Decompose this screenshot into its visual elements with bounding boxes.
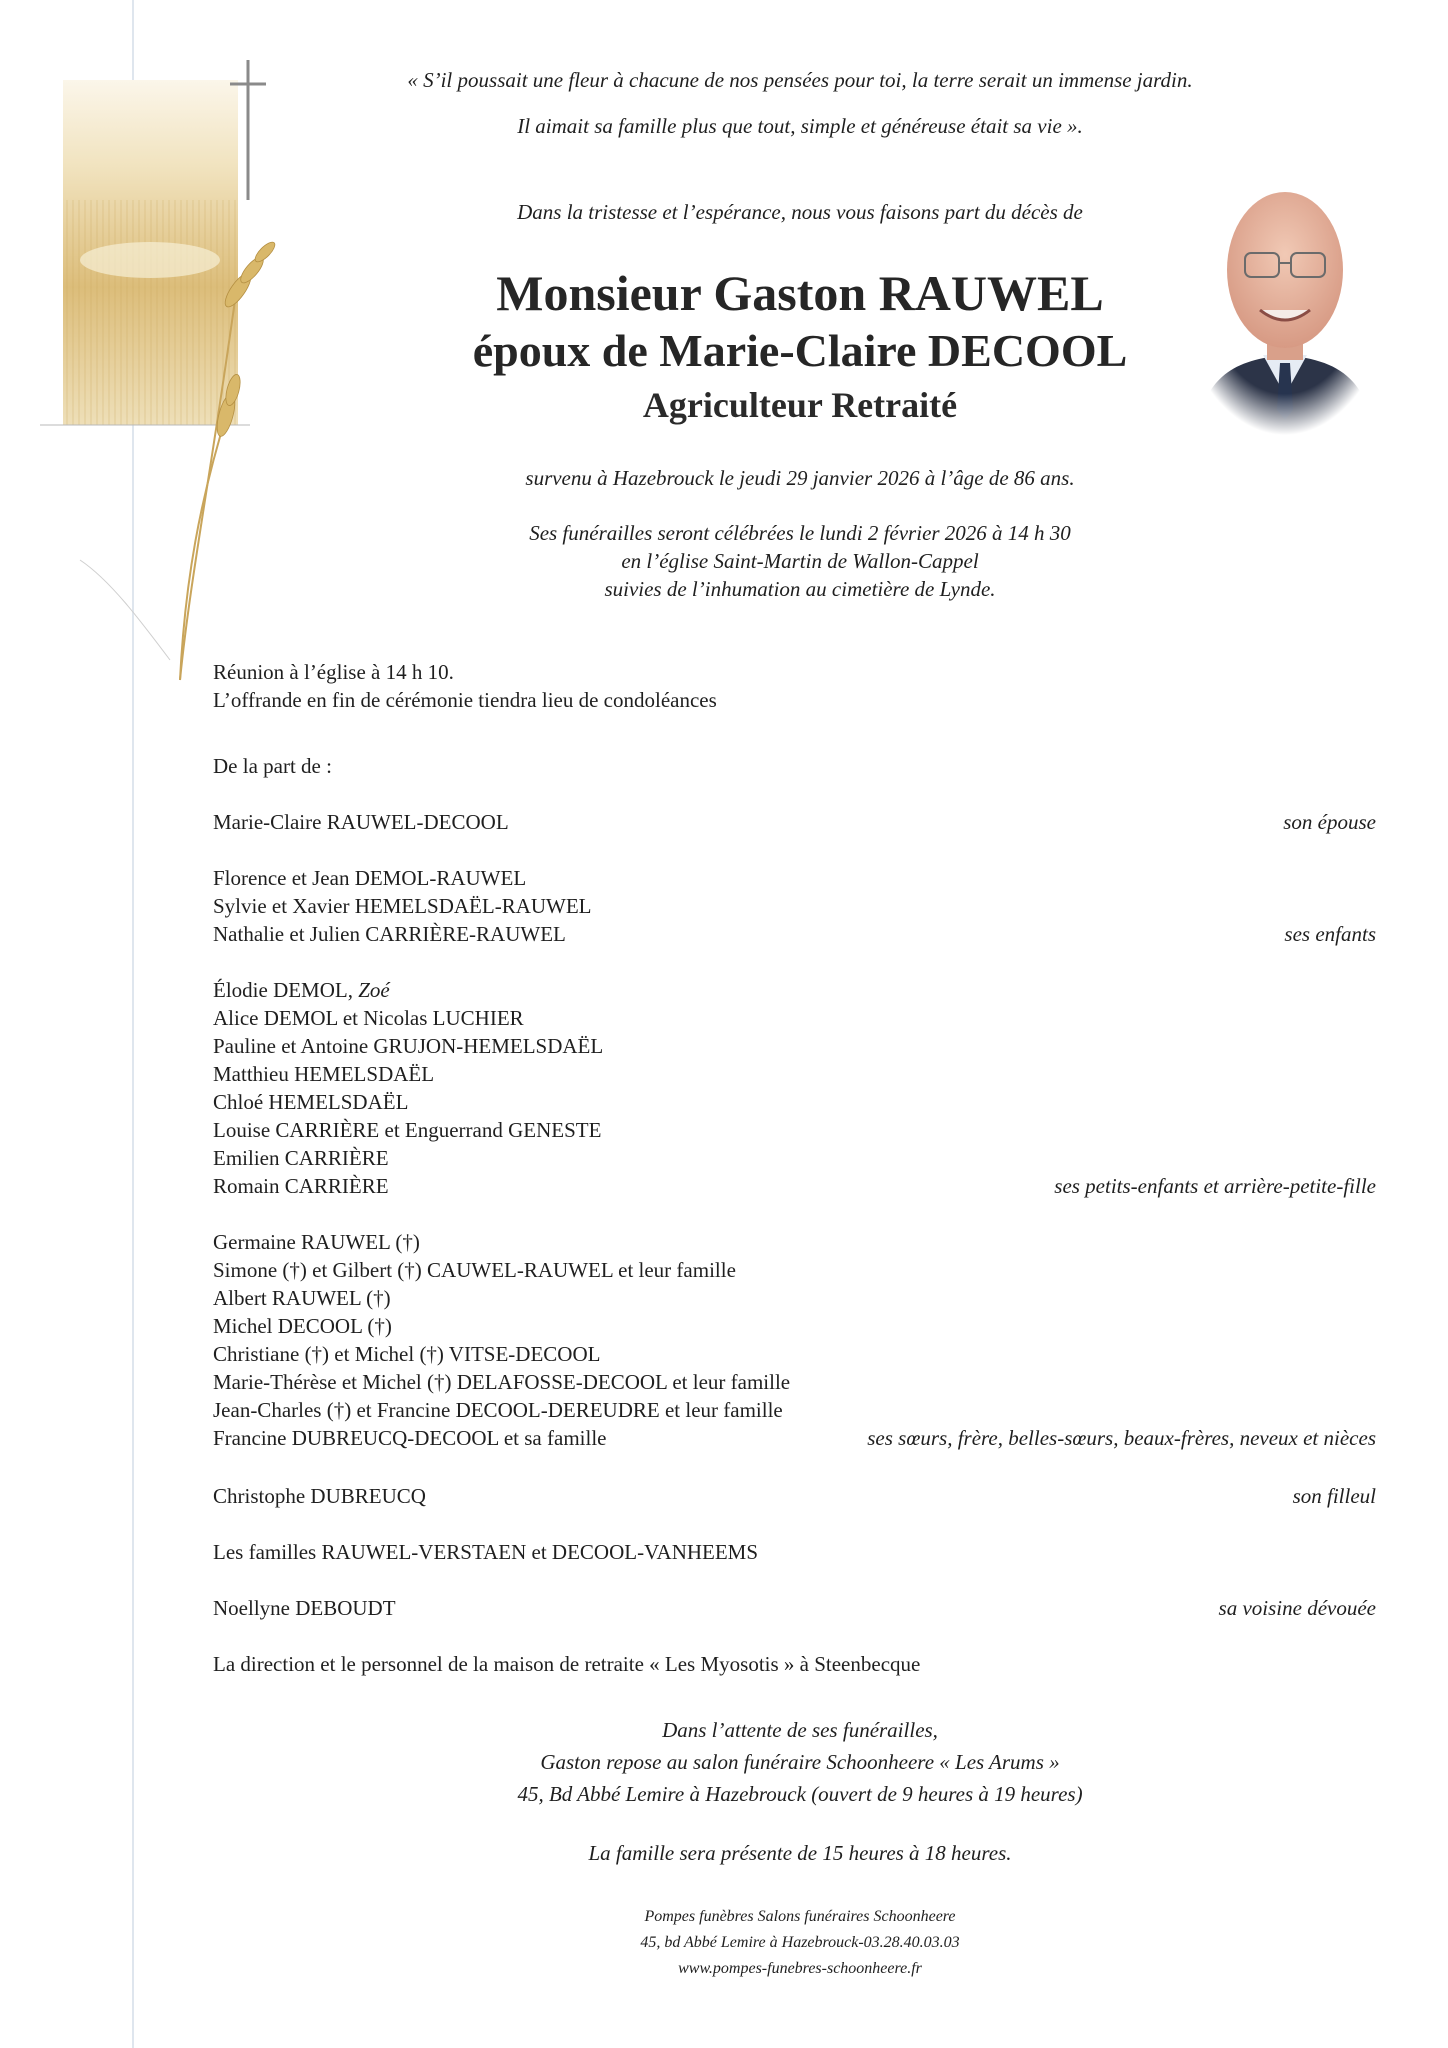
family-name: Noellyne DEBOUDT	[213, 1596, 396, 1620]
family-name: Romain CARRIÈRE	[213, 1174, 389, 1198]
family-name: Christophe DUBREUCQ	[213, 1484, 426, 1508]
deceased-spouse: époux de Marie-Claire DECOOL	[472, 325, 1128, 376]
great-grandchild-name: Zoé	[358, 978, 390, 1002]
waiting-line-3: 45, Bd Abbé Lemire à Hazebrouck (ouvert de 9 heures à 19 heures)	[517, 1782, 1083, 1806]
family-name: Alice DEMOL et Nicolas LUCHIER	[213, 1006, 524, 1030]
family-name: Pauline et Antoine GRUJON-HEMELSDAËL	[213, 1034, 604, 1058]
deceased-name: Monsieur Gaston RAUWEL	[496, 265, 1104, 321]
death-info: survenu à Hazebrouck le jeudi 29 janvier 2026 à l’âge de 86 ans.	[525, 466, 1075, 490]
family-name: La direction et le personnel de la maison de retraite « Les Myosotis » à Steenbecque	[213, 1652, 921, 1676]
family-name: Nathalie et Julien CARRIÈRE-RAUWEL	[213, 922, 566, 946]
relation-label: son épouse	[1283, 810, 1376, 834]
family-name: Simone (†) et Gilbert (†) CAUWEL-RAUWEL et leur famille	[213, 1258, 736, 1282]
family-name: Chloé HEMELSDAËL	[213, 1090, 409, 1114]
meeting-line-2: L’offrande en fin de cérémonie tiendra lieu de condoléances	[213, 688, 717, 712]
waiting-line-2: Gaston repose au salon funéraire Schoonheere « Les Arums »	[540, 1750, 1060, 1774]
from-label: De la part de :	[213, 754, 332, 778]
waiting-line-1: Dans l’attente de ses funérailles,	[662, 1718, 938, 1742]
relation-label: ses enfants	[1284, 922, 1376, 946]
quote-line-2: Il aimait sa famille plus que tout, simple et généreuse était sa vie ».	[517, 114, 1083, 138]
family-name: Christiane (†) et Michel (†) VITSE-DECOOL	[213, 1342, 601, 1366]
footer-website: www.pompes-funebres-schoonheere.fr	[678, 1960, 922, 1977]
footer-line-2: 45, bd Abbé Lemire à Hazebrouck-03.28.40.03.03	[640, 1934, 960, 1951]
deceased-occupation: Agriculteur Retraité	[642, 385, 958, 425]
family-name: Albert RAUWEL (†)	[213, 1286, 391, 1310]
family-name: Matthieu HEMELSDAËL	[213, 1062, 435, 1086]
family-name: Jean-Charles (†) et Francine DECOOL-DEREUDRE et leur famille	[213, 1398, 783, 1422]
family-name: Louise CARRIÈRE et Enguerrand GENESTE	[213, 1118, 602, 1142]
quote-line-1: « S’il poussait une fleur à chacune de nos pensées pour toi, la terre serait un immense jardin.	[407, 68, 1193, 92]
funeral-line-2: en l’église Saint-Martin de Wallon-Cappel	[621, 549, 979, 573]
wheat-cross-illustration	[40, 60, 300, 700]
footer-line-1: Pompes funèbres Salons funéraires Schoonheere	[644, 1908, 956, 1925]
family-name: Marie-Claire RAUWEL-DECOOL	[213, 810, 509, 834]
funeral-line-1: Ses funérailles seront célébrées le lundi 2 février 2026 à 14 h 30	[529, 521, 1071, 545]
family-name: Emilien CARRIÈRE	[213, 1146, 389, 1170]
relation-label: son filleul	[1292, 1484, 1376, 1508]
intro-text: Dans la tristesse et l’espérance, nous vous faisons part du décès de	[517, 200, 1083, 224]
relation-label: ses sœurs, frère, belles-sœurs, beaux-frères, neveux et nièces	[867, 1426, 1376, 1450]
grandchild-name: Élodie DEMOL,	[213, 978, 353, 1002]
funeral-line-3: suivies de l’inhumation au cimetière de Lynde.	[604, 577, 996, 601]
family-name	[213, 978, 390, 1003]
meeting-line-1: Réunion à l’église à 14 h 10.	[213, 660, 454, 684]
family-name: Les familles RAUWEL-VERSTAEN et DECOOL-VANHEEMS	[213, 1540, 759, 1564]
family-name: Michel DECOOL (†)	[213, 1314, 392, 1338]
family-name: Marie-Thérèse et Michel (†) DELAFOSSE-DECOOL et leur famille	[213, 1370, 791, 1394]
family-name: Germaine RAUWEL (†)	[213, 1230, 420, 1254]
relation-label: ses petits-enfants et arrière-petite-fille	[1054, 1174, 1376, 1198]
family-name: Sylvie et Xavier HEMELSDAËL-RAUWEL	[213, 894, 592, 918]
relation-label: sa voisine dévouée	[1218, 1596, 1376, 1620]
family-name: Francine DUBREUCQ-DECOOL et sa famille	[213, 1426, 607, 1450]
family-name: Florence et Jean DEMOL-RAUWEL	[213, 866, 527, 890]
family-presence: La famille sera présente de 15 heures à 18 heures.	[588, 1841, 1012, 1865]
